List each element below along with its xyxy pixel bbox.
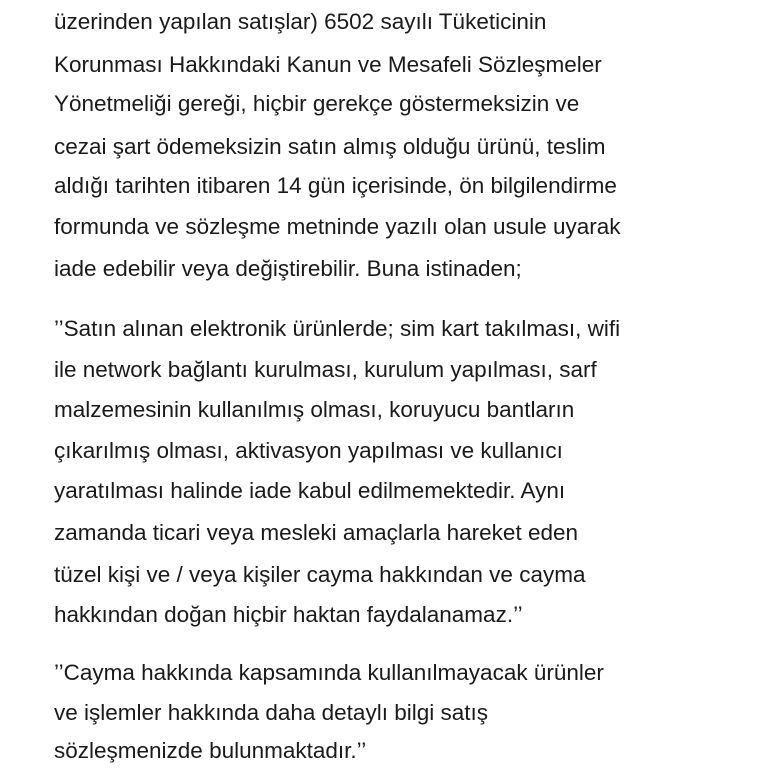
text-line: formunda ve sözleşme metninde yazılı olan usule uyarak	[54, 214, 621, 239]
text-line: Korunması Hakkındaki Kanun ve Mesafeli Sözleşmeler	[54, 52, 602, 77]
text-line: malzemesinin kullanılmış olması, koruyucu bantların	[54, 397, 575, 422]
text-line: tüzel kişi ve / veya kişiler cayma hakkından ve cayma	[54, 562, 586, 587]
text-line: zamanda ticari veya mesleki amaçlarla hareket eden	[54, 520, 579, 545]
text-line: çıkarılmış olması, aktivasyon yapılması ve kullanıcı	[54, 438, 563, 463]
text-line: ’’Satın alınan elektronik ürünlerde; sim kart takılması, wifi	[54, 316, 621, 341]
text-line: ’’Cayma hakkında kapsamında kullanılmayacak ürünler	[54, 660, 604, 685]
text-line: ile network bağlantı kurulması, kurulum yapılması, sarf	[54, 357, 597, 382]
text-line: ve işlemler hakkında daha detaylı bilgi satış	[54, 700, 488, 725]
text-line: aldığı tarihten itibaren 14 gün içerisinde, ön bilgilendirme	[54, 173, 617, 198]
text-line: hakkından doğan hiçbir haktan faydalanamaz.’’	[54, 602, 523, 627]
text-line: sözleşmenizde bulunmaktadır.’’	[54, 738, 367, 763]
text-line: yaratılması halinde iade kabul edilmemektedir. Aynı	[54, 478, 566, 503]
text-line: üzerinden yapılan satışlar) 6502 sayılı Tüketicinin	[54, 9, 547, 34]
text-line: Yönetmeliği gereği, hiçbir gerekçe göstermeksizin ve	[54, 91, 580, 116]
text-line: cezai şart ödemeksizin satın almış olduğu ürünü, teslim	[54, 134, 606, 159]
text-line: iade edebilir veya değiştirebilir. Buna istinaden;	[54, 256, 522, 281]
